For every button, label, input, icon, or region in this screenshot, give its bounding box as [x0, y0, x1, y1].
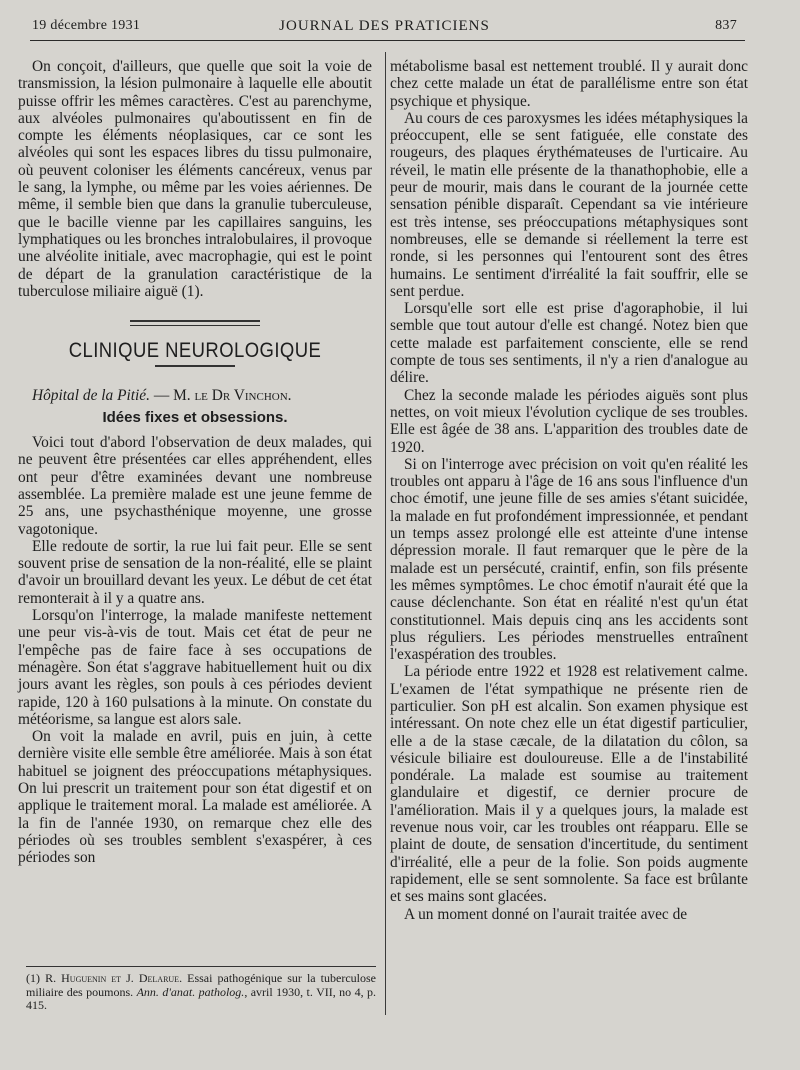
footnote-ref: , avril 1930, t. VII, no 4, p. 415.	[26, 984, 376, 1013]
footnote	[26, 972, 376, 1013]
paragraph: Lorsqu'on l'interroge, la malade manifeste nettement une peur vis-à-vis de tout. Mais cet état de peur ne l'empêche pas de faire face à ses occupations de ménagère. Son état s'aggrave habituellement huit ou dix jours avant les règles, son pouls à ces périodes devient rapide, 120 à 160 pulsations à la minute. On constate du météorisme, sa langue est alors sale.	[18, 607, 372, 728]
issue-date: 19 décembre 1931	[32, 18, 141, 33]
title-underline	[155, 365, 235, 367]
paragraph: A un moment donné on l'aurait traitée avec de	[404, 905, 688, 923]
byline-hospital: Hôpital de la Pitié.	[32, 387, 150, 405]
footnote-authors: R. Huguenin et J. Delarue.	[45, 971, 183, 985]
paragraph: La période entre 1922 et 1928 est relativement calme. L'examen de l'état sympathique ne présente rien de particulier. Son pH est alcalin. Son examen physique est intéressant. On note chez elle un état digestif particulier, elle a de la stase cæcale, de la dilatation du côlon, sa vésicule biliaire est douloureuse. Elle a de l'instabilité pondérale. La malade est soumise au traitement glandulaire et digestif, ce dernier procure de l'amélioration. Mais il y a quelques jours, la malade est revenue nous voir, car les troubles ont réapparu. Elle se plaint de doute, de sensation d'incertitude, du sentiment d'irréalité, elle a peur de la folie. Son poids augmente rapidement, elle se sent somnolente. Sa face est brûlante et ses mains sont glacées.	[390, 663, 748, 906]
footnote-text: Essai pathogénique sur la tuberculose miliaire des poumons.	[26, 971, 376, 999]
paragraph: On voit la malade en avril, puis en juin, à cette dernière visite elle semble être améliorée. Mais à son état habituel se joignent des préoccupations métaphysiques. On lui prescrit un traitement pour son état digestif et on applique le traitement moral. La malade est améliorée. A la fin de l'année 1930, on remarque chez elle des périodes où ses troubles semblent s'exaspérer, à ces périodes son	[18, 728, 372, 867]
paragraph: Elle redoute de sortir, la rue lui fait peur. Elle se sent souvent prise de sensation de la non-réalité, elle se plaint d'avoir un brouillard devant les yeux. Le début de cet état remonterait à il y a quatre ans.	[18, 537, 372, 607]
paragraph: On conçoit, d'ailleurs, que quelle que soit la voie de transmission, la lésion pulmonaire à laquelle elle aboutit puisse offrir les mêmes caractères. C'est au parenchyme, aux alvéoles pulmonaires qu'aboutissent en fin de compte les éléments néoplasiques, car ce sont les alvéoles qui sont les espaces libres du tissu pulmonaire, où peuvent coloniser les éléments cancéreux, venus par le sang, la lymphe, ou même par les voies aériennes. De même, il semble bien que dans la granulie tuberculeuse, que le bacille vienne par les capillaires sanguins, les lymphatiques ou les bronches intralobulaires, il provoque une alvéolite initiale, avec macrophagie, qui est le point de départ de la granulation caractéristique de la tuberculose miliaire aiguë (1).	[18, 58, 372, 300]
paragraph: Chez la seconde malade les périodes aiguës sont plus nettes, on voit mieux l'évolution cyclique de ses troubles. Elle est âgée de 38 ans. L'apparition des troubles date de 1920.	[390, 386, 748, 456]
paragraph: Au cours de ces paroxysmes les idées métaphysiques la préoccupent, elle se sent fatiguée, elle constate des rougeurs, des plaques érythémateuses de l'urticaire. Au réveil, le matin elle présente de la thanathophobie, elle a peur de mourir, mais dans le courant de la journée cette sensation pénible disparaît. Cependant sa vie intérieure est très intense, ses préoccupations métaphysiques sont nombreuses, elle se demande si réellement la terre est ronde, si les personnes qui l'entourent sont des êtres humains. Le sentiment d'irréalité la fait souffrir, elle se sent perdue.	[390, 109, 748, 300]
column-divider	[385, 52, 386, 1015]
page-header	[32, 18, 737, 38]
footnote-rule	[26, 966, 376, 967]
article-subtitle: Idées fixes et obsessions.	[102, 408, 288, 426]
section-separator	[130, 320, 260, 322]
paragraph: métabolisme basal est nettement troublé. Il y aurait donc chez cette malade un état de parallélisme entre son état psychique et physique.	[390, 58, 748, 110]
journal-title: JOURNAL DES PRATICIENS	[279, 18, 490, 34]
paragraph: Voici tout d'abord l'observation de deux malades, qui ne peuvent être présentées car elles appréhendent, elles ont peur d'être examinées devant une nombreuse assemblée. La première malade est une jeune femme de 25 ans, une psychasthénique moyenne, une grosse vagotonique.	[18, 434, 372, 538]
byline-author: — M. le Dr Vinchon.	[153, 387, 292, 405]
footnote-number: (1)	[26, 971, 40, 985]
page-number: 837	[715, 18, 737, 33]
paragraph: Lorsqu'elle sort elle est prise d'agoraphobie, il lui semble que tout autour d'elle est changé. Notez bien que cette malade est parfaitement consciente, elle se rend compte de tous ses sentiments, il n'y a rien d'analogue au délire.	[390, 300, 748, 387]
left-column	[18, 58, 372, 866]
right-column	[390, 58, 748, 923]
paragraph: Si on l'interroge avec précision on voit qu'en réalité les troubles ont apparu à l'âge de 16 ans sous l'influence d'un choc émotif, une jeune fille de ses amies s'étant suicidée, la malade en fut profondément impressionnée, et pendant un temps assez prolongé elle est atteinte d'une intense dépression morale. Il faut remarquer que le père de la malade est un persécuté, craintif, enfin, son fils présente les mêmes symptômes. Le choc émotif n'aurait été que la cause déclenchante. Son état en réalité n'est qu'un état constitutionnel. Mais depuis cinq ans les accidents sont plus réguliers. Les périodes menstruelles entraînent l'exaspération des troubles.	[390, 455, 748, 664]
footnote-journal: Ann. d'anat. patholog.	[136, 984, 245, 999]
byline	[18, 387, 372, 404]
section-title: CLINIQUE NEUROLOGIQUE	[68, 339, 322, 363]
section-separator-thin	[130, 325, 260, 326]
header-rule	[30, 40, 745, 41]
